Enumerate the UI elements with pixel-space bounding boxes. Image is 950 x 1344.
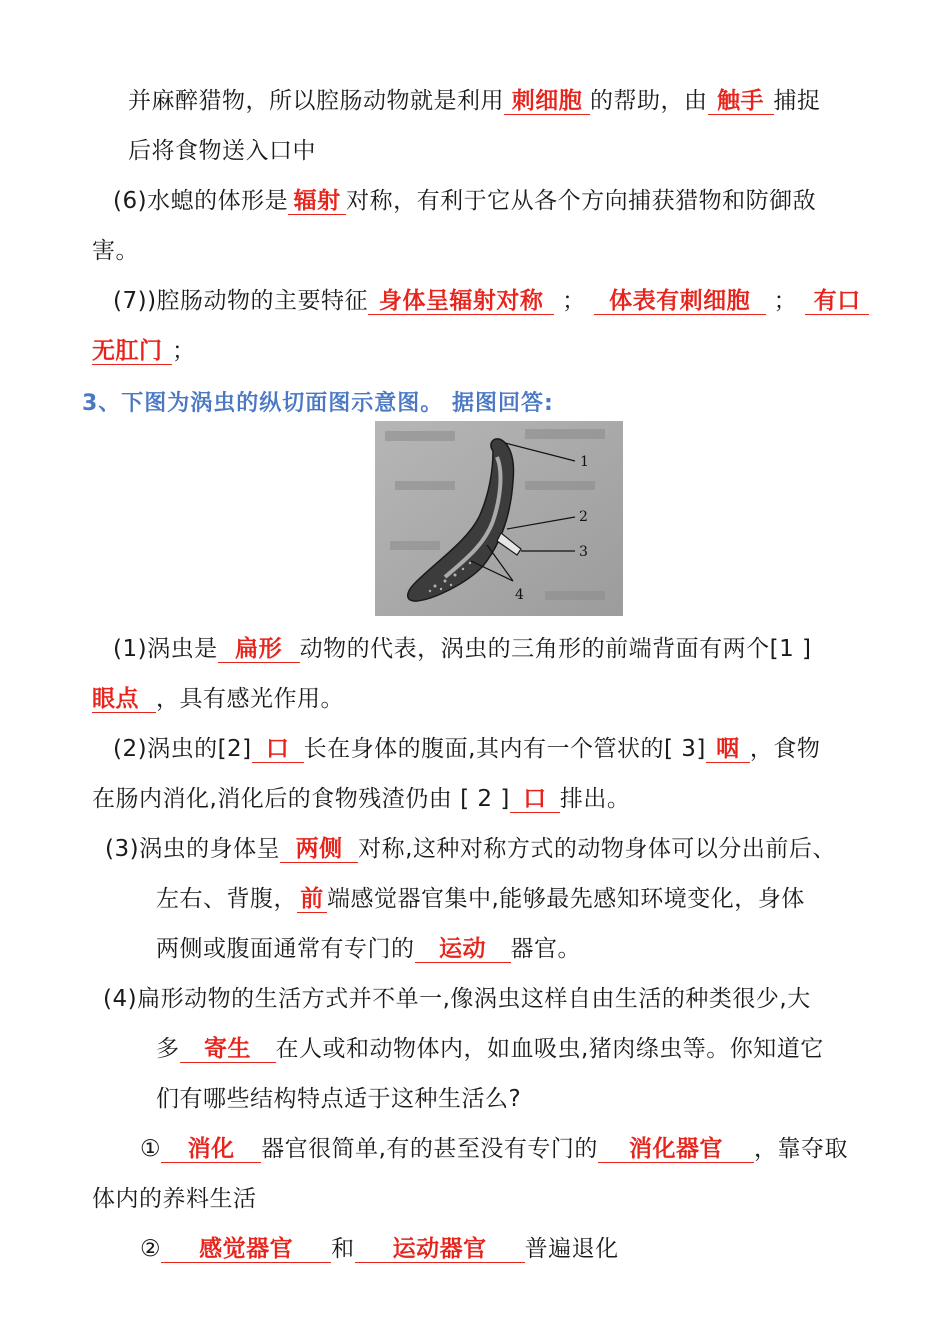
question-text: 后将食物送入口中	[128, 138, 316, 164]
text-line	[113, 286, 869, 316]
question-text: 捕捉	[773, 88, 821, 114]
question-text: 两侧或腹面通常有专门的	[156, 936, 415, 962]
text-line	[156, 884, 805, 914]
answer-blank: 眼点	[92, 686, 156, 713]
planarian-figure	[375, 421, 623, 616]
item-number: ①	[140, 1136, 162, 1162]
text-line	[128, 136, 316, 166]
section-heading: 3、下图为涡虫的纵切面图示意图。 据图回答:	[82, 391, 554, 416]
label-4: 4	[515, 587, 524, 603]
text-line	[140, 1134, 848, 1164]
text-line	[113, 734, 820, 764]
question-text: 排出。	[559, 786, 631, 812]
question-text: (6)水螅的体形是	[113, 188, 289, 214]
label-1: 1	[580, 454, 589, 470]
answer-blank: 体表有刺细胞	[594, 288, 766, 315]
text-line	[92, 236, 139, 266]
question-text: 动物的代表，涡虫的三角形的前端背面有两个[1 ]	[299, 636, 812, 662]
answer-blank: 寄生	[180, 1036, 276, 1063]
question-text: 普遍退化	[524, 1236, 619, 1262]
answer-blank: 消化器官	[598, 1136, 754, 1163]
text-line	[156, 934, 581, 964]
text-line	[105, 834, 836, 864]
text-line	[92, 684, 344, 714]
question-text: 在人或和动物体内，如血吸虫,猪肉绦虫等。你知道它	[275, 1036, 824, 1062]
question-text: (4)扁形动物的生活方式并不单一,像涡虫这样自由生活的种类很少,大	[103, 986, 811, 1012]
answer-blank: 消化	[161, 1136, 261, 1163]
question-text: 们有哪些结构特点适于这种生活么?	[156, 1086, 522, 1112]
question-text: 和	[331, 1236, 355, 1262]
question-text: 长在身体的腹面,其内有一个管状的[ 3]	[303, 736, 706, 762]
question-text: (1)涡虫是	[113, 636, 218, 662]
text-line	[92, 784, 630, 814]
answer-blank: 刺细胞	[504, 88, 590, 115]
question-text: (3)涡虫的身体呈	[105, 836, 281, 862]
question-text: (7))腔肠动物的主要特征	[113, 288, 369, 314]
text-line	[128, 86, 821, 116]
question-text: 害。	[92, 238, 139, 264]
question-text: 器官。	[510, 936, 581, 962]
question-text: 左右、背腹，	[156, 886, 297, 912]
question-text: 的帮助，由	[590, 88, 708, 114]
label-3: 3	[579, 544, 588, 560]
question-text: 在肠内消化,消化后的食物残渣仍由 [ 2 ]	[92, 786, 510, 812]
question-text: ，靠夺取	[753, 1136, 848, 1162]
answer-blank: 口	[252, 736, 304, 763]
text-line	[113, 186, 816, 216]
text-line	[92, 1184, 257, 1214]
question-text: ，食物	[749, 736, 821, 762]
answer-blank: 无肛门	[92, 338, 172, 365]
planarian-diagram	[375, 421, 623, 616]
question-text: 多	[156, 1036, 180, 1062]
text-line	[92, 336, 196, 366]
answer-blank: 口	[510, 786, 560, 813]
answer-blank: 感觉器官	[161, 1236, 331, 1263]
text-line	[103, 984, 811, 1014]
question-text: 器官很简单,有的甚至没有专门的	[261, 1136, 598, 1162]
answer-blank: 咽	[706, 736, 750, 763]
answer-blank: 身体呈辐射对称	[368, 288, 554, 315]
answer-blank: 有口	[805, 288, 869, 315]
question-text: (2)涡虫的[2]	[113, 736, 252, 762]
answer-blank: 辐射	[288, 188, 346, 215]
question-text: 并麻醉猎物，所以腔肠动物就是利用	[128, 88, 504, 114]
answer-blank: 前	[297, 886, 327, 913]
question-text: ，具有感光作用。	[156, 686, 344, 712]
item-number: ②	[140, 1236, 162, 1262]
question-text: 对称,这种对称方式的动物身体可以分出前后、	[358, 836, 836, 862]
answer-blank: 运动	[415, 936, 511, 963]
separator: ；	[562, 288, 586, 314]
answer-blank: 触手	[708, 88, 774, 115]
answer-blank: 两侧	[280, 836, 358, 863]
answer-blank: 运动器官	[355, 1236, 525, 1263]
label-2: 2	[579, 509, 588, 525]
separator: ；	[773, 288, 798, 314]
text-line	[113, 634, 811, 664]
text-line	[156, 1084, 521, 1114]
question-text: 对称，有利于它从各个方向捕获猎物和防御敌	[346, 188, 817, 214]
text-line	[140, 1234, 619, 1264]
question-text: 端感觉器官集中,能够最先感知环境变化，身体	[327, 886, 805, 912]
answer-blank: 扁形	[218, 636, 300, 663]
question-text: ；	[172, 338, 196, 364]
question-text: 体内的养料生活	[92, 1186, 257, 1212]
text-line	[156, 1034, 824, 1064]
